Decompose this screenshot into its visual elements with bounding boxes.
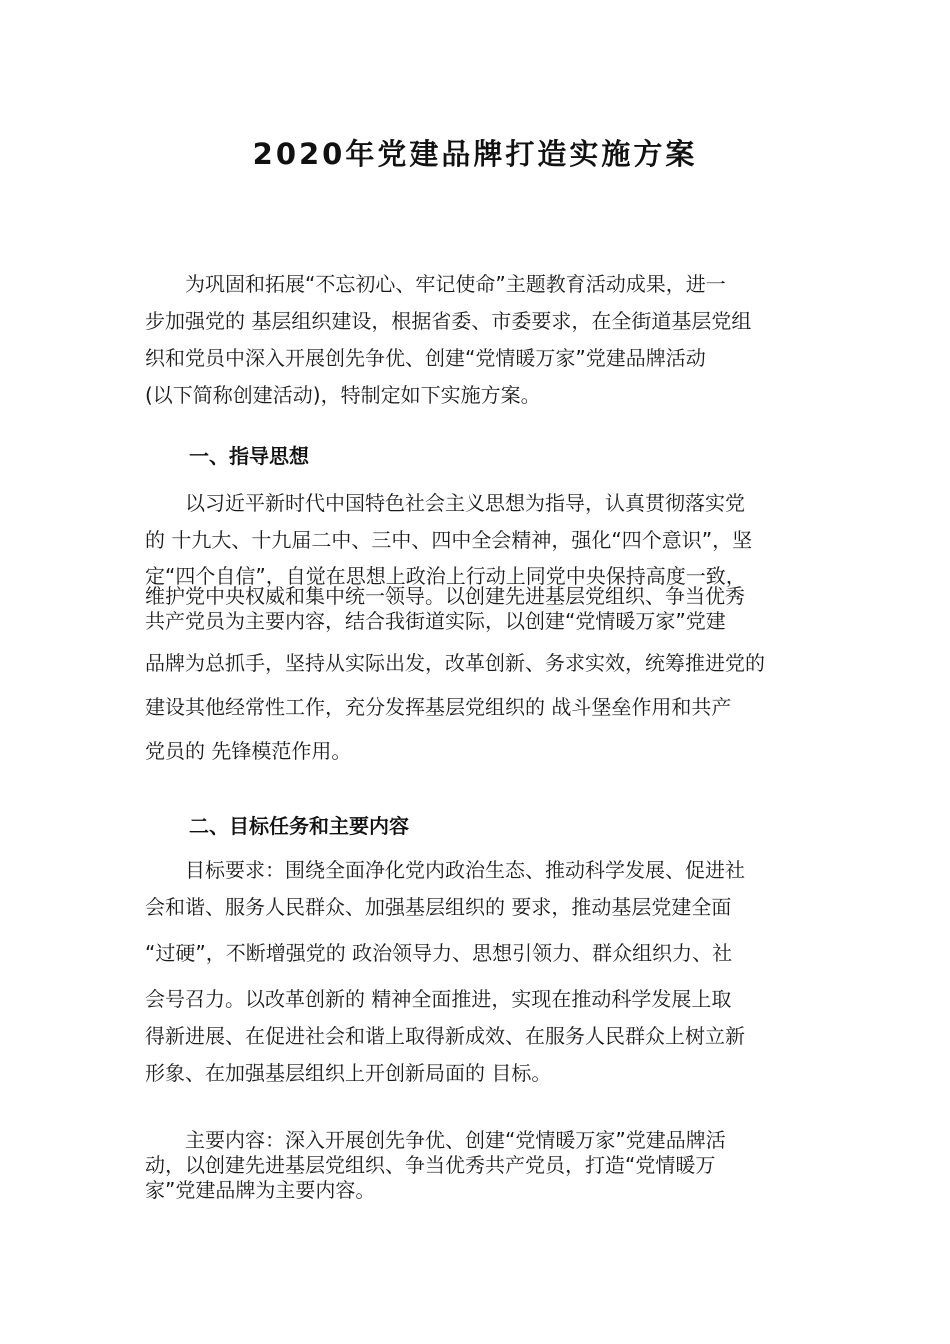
section1-line: 的 十九大、十九届二中、三中、四中全会精神，强化“四个意识”，坚: [145, 528, 753, 552]
section1-line: 以习近平新时代中国特色社会主义思想为指导，认真贯彻落实党: [145, 491, 745, 515]
goal-line: 会和谐、服务人民群众、加强基层组织的 要求，推动基层党建全面: [145, 895, 732, 919]
section1-line: 党员的 先锋模范作用。: [145, 739, 352, 763]
intro-line: 为巩固和拓展“不忘初心、牢记使命”主题教育活动成果，进一: [145, 272, 726, 296]
document-title: 2020年党建品牌打造实施方案: [252, 137, 698, 171]
section1-line: 品牌为总抓手，坚持从实际出发，改革创新、务求实效，统筹推进党的: [145, 651, 765, 675]
content-line: 主要内容：深入开展创先争优、创建“党情暖万家”党建品牌活: [145, 1128, 726, 1152]
intro-line: 步加强党的 基层组织建设，根据省委、市委要求，在全街道基层党组: [145, 309, 752, 333]
content-line: 动，以创建先进基层党组织、争当优秀共产党员，打造“党情暖万: [145, 1153, 716, 1177]
goal-line: 形象、在加强基层组织上开创新局面的 目标。: [145, 1061, 552, 1085]
section1-line: 建设其他经常性工作，充分发挥基层党组织的 战斗堡垒作用和共产: [145, 695, 732, 719]
content-paragraph: [145, 1128, 810, 1203]
section1-line: 维护党中央权威和集中统一领导。以创建先进基层党组织、争当优秀: [145, 584, 745, 608]
section1-line: 共产党员为主要内容，结合我街道实际，以创建“党情暖万家”党建: [145, 609, 726, 633]
section-heading-goals-and-content: 二、目标任务和主要内容: [189, 814, 409, 838]
goal-line: 目标要求：围绕全面净化党内政治生态、推动科学发展、促进社: [145, 858, 745, 882]
intro-line: 织和党员中深入开展创先争优、创建“党情暖万家”党建品牌活动: [145, 346, 706, 370]
goal-line: 得新进展、在促进社会和谐上取得新成效、在服务人民群众上树立新: [145, 1024, 745, 1048]
section1-paragraph: [145, 485, 810, 770]
goal-line: 会号召力。以改革创新的 精神全面推进，实现在推动科学发展上取: [145, 987, 732, 1011]
goal-line: “过硬”，不断增强党的 政治领导力、思想引领力、群众组织力、社: [145, 941, 733, 965]
section-heading-guiding-ideology: 一、指导思想: [189, 444, 309, 468]
intro-paragraph: [145, 266, 810, 414]
intro-line: (以下简称创建活动)，特制定如下实施方案。: [145, 383, 541, 407]
goal-paragraph: [145, 852, 810, 1092]
content-line: 家”党建品牌为主要内容。: [145, 1178, 376, 1202]
section1-line: 定“四个自信”，自觉在思想上政治上行动上同党中央保持高度一致，: [145, 564, 746, 588]
